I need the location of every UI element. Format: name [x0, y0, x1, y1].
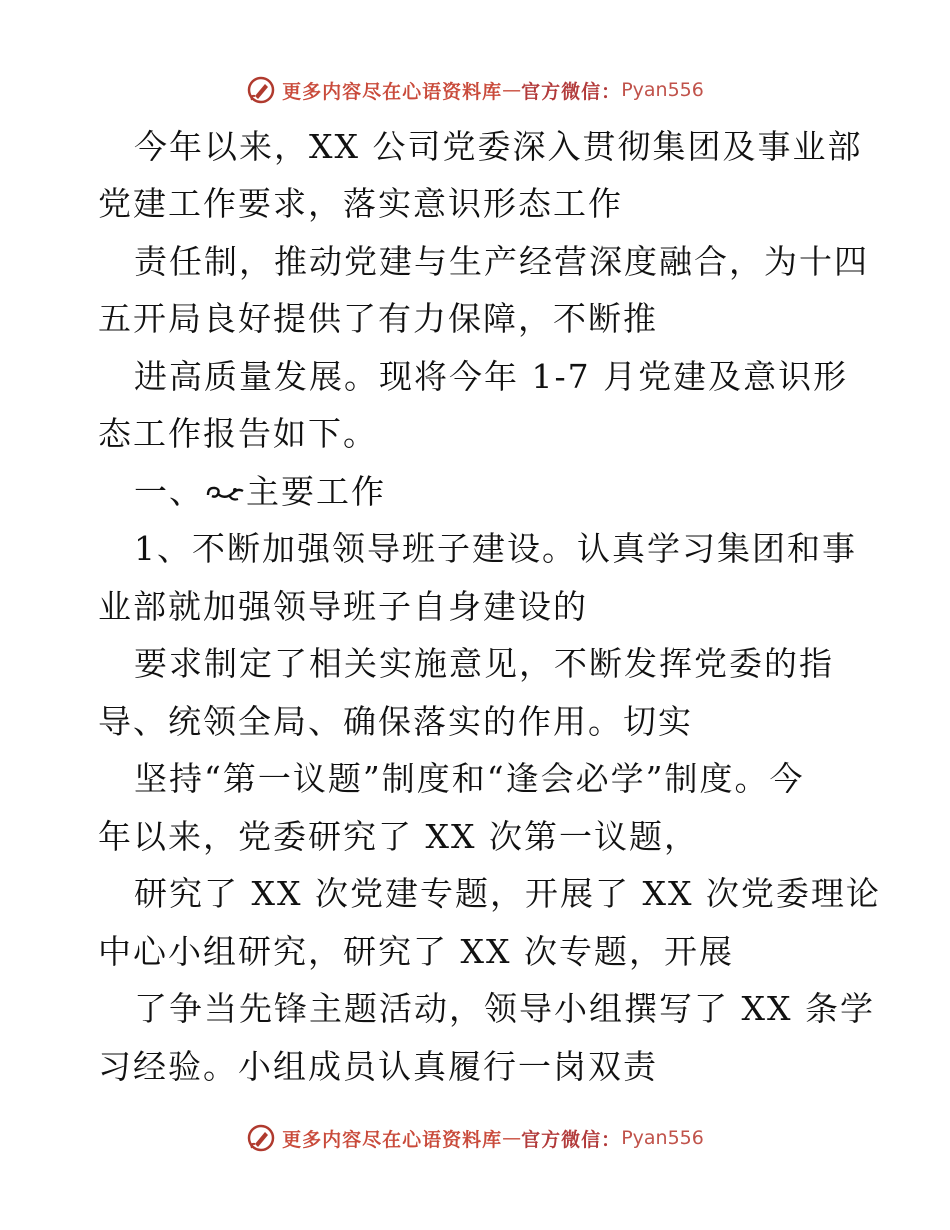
- text-line: 党建工作要求，落实意识形态工作: [98, 184, 623, 223]
- banner-separator: —: [502, 79, 522, 101]
- banner-wechat-label: 官方微信：: [521, 1128, 622, 1151]
- banner-wechat-id: Pyan556: [621, 1127, 704, 1149]
- text-line: 五开局良好提供了有力保障，不断推: [98, 299, 658, 338]
- text-line: 今年以来，XX 公司党委深入贯彻集团及事业部: [134, 127, 863, 166]
- text-line: 导、统领全局、确保落实的作用。切实: [98, 702, 693, 741]
- text-line: 1、不断加强领导班子建设。认真学习集团和事: [134, 529, 857, 568]
- section-heading-text: 主要工作: [246, 472, 386, 511]
- text-line: 要求制定了相关实施意见，不断发挥党委的指: [134, 644, 834, 683]
- text-line: 进高质量发展。现将今年 1-7 月党建及意识形: [134, 357, 849, 396]
- text-line: 坚持“第一议题”制度和“逢会必学”制度。今: [134, 759, 805, 798]
- banner-wechat-id: Pyan556: [621, 79, 704, 101]
- pen-logo-icon: [246, 75, 276, 105]
- text-line: 年以来，党委研究了 XX 次第一议题，: [98, 817, 699, 856]
- banner-separator: —: [502, 1127, 522, 1149]
- text-line: 研究了 XX 次党建专题，开展了 XX 次党委理论: [134, 874, 881, 913]
- banner-wechat-label: 官方微信：: [521, 80, 622, 103]
- section-heading-prefix: 一、: [134, 472, 204, 511]
- text-line: 态工作报告如下。: [98, 414, 378, 453]
- footer-banner: [0, 1118, 950, 1158]
- text-line: 中心小组研究，研究了 XX 次专题，开展: [98, 932, 734, 971]
- text-line: 责任制，推动党建与生产经营深度融合，为十四: [134, 242, 869, 281]
- text-line: 习经验。小组成员认真履行一岗双责: [98, 1047, 658, 1086]
- flourish-ornament-icon: [205, 481, 245, 505]
- pen-logo-icon: [246, 1123, 276, 1153]
- banner-main-text: 更多内容尽在心语资料库: [282, 1128, 503, 1151]
- text-line: 业部就加强领导班子自身建设的: [98, 587, 588, 626]
- text-line: 了争当先锋主题活动，领导小组撰写了 XX 条学: [134, 989, 875, 1028]
- section-heading: [134, 472, 386, 512]
- banner-main-text: 更多内容尽在心语资料库: [282, 80, 503, 103]
- header-banner: [0, 70, 950, 110]
